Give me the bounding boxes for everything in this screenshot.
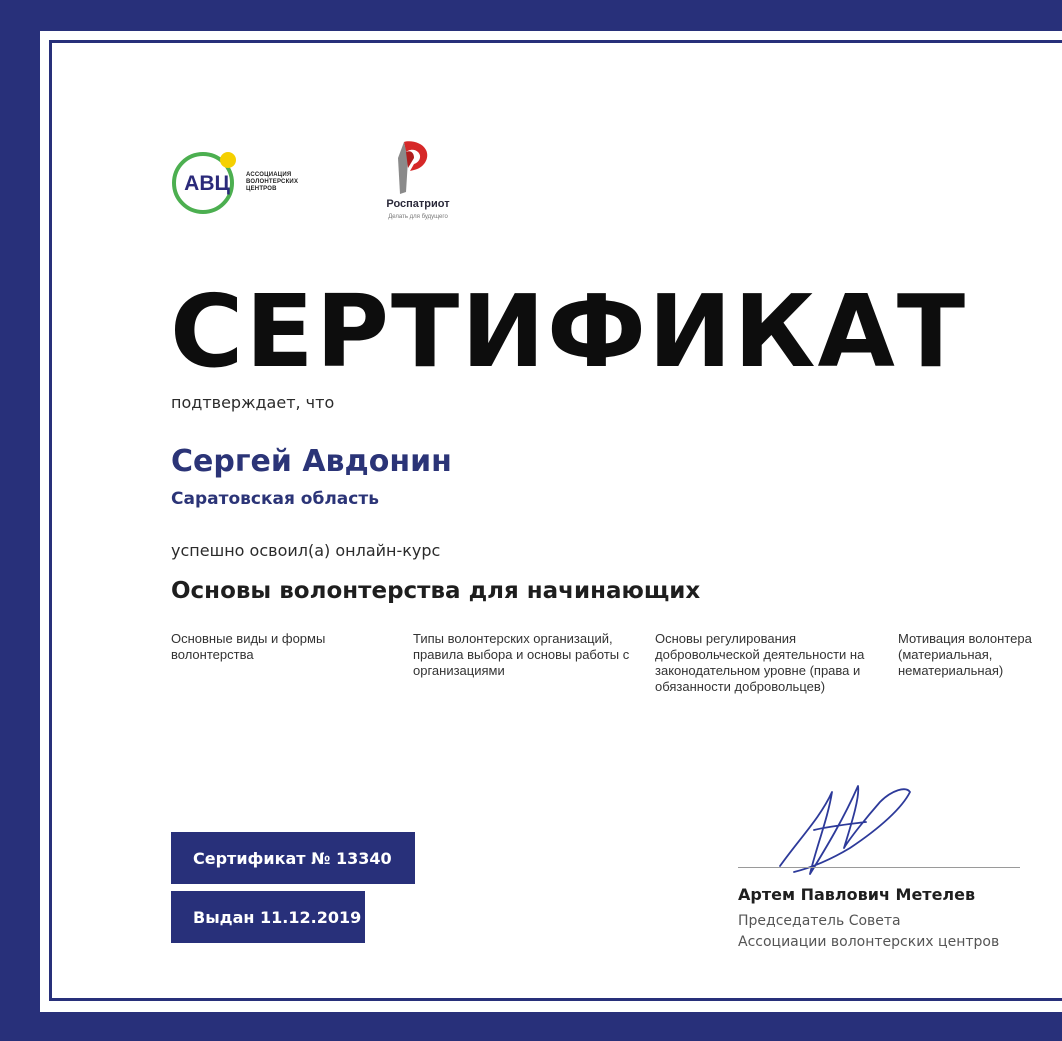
- avc-logo: [172, 150, 312, 222]
- avc-caption-line: АССОЦИАЦИЯ: [246, 172, 292, 178]
- avc-caption-line: ВОЛОНТЕРСКИХ: [246, 179, 299, 185]
- rospatriot-tagline: Делать для будущего: [388, 214, 448, 220]
- certificate-title: СЕРТИФИКАТ: [170, 273, 968, 390]
- rospatriot-logo: [372, 138, 464, 228]
- avc-logo-caption: [246, 172, 298, 193]
- course-topic: Основные виды и формы волонтерства: [171, 631, 326, 662]
- course-title: Основы волонтерства для начинающих: [171, 578, 701, 604]
- signatory-role-line: Ассоциации волонтерских центров: [738, 934, 1000, 950]
- avc-logo-dot: [220, 152, 236, 168]
- signatory-role-line: Председатель Совета: [738, 913, 901, 929]
- mastered-text: успешно освоил(а) онлайн-курс: [171, 541, 441, 560]
- avc-caption-line: ЦЕНТРОВ: [246, 186, 277, 192]
- signatory-role: [738, 911, 999, 953]
- course-topic: Основы регулирования добровольческой деятельности на законодательном уровне (права и обязанности добровольцев): [655, 631, 865, 694]
- signatory-name: Артем Павлович Метелев: [738, 885, 976, 904]
- recipient-region: Саратовская область: [171, 489, 379, 509]
- signature-icon: [770, 778, 920, 878]
- rospatriot-mark-icon: [396, 138, 436, 196]
- signature-line: [738, 867, 1020, 868]
- issue-date-badge: Выдан 11.12.2019: [171, 891, 365, 943]
- certificate-number-badge: Сертификат № 13340: [171, 832, 415, 884]
- confirms-text: подтверждает, что: [171, 393, 335, 412]
- rospatriot-name: Роспатриот: [386, 198, 450, 210]
- course-topic: Мотивация волонтера (материальная, нематериальная): [898, 631, 1032, 678]
- course-topic: Типы волонтерских организаций, правила выбора и основы работы с организациями: [413, 631, 630, 678]
- recipient-name: Сергей Авдонин: [171, 444, 452, 479]
- avc-logo-text: АВЦ: [184, 172, 230, 195]
